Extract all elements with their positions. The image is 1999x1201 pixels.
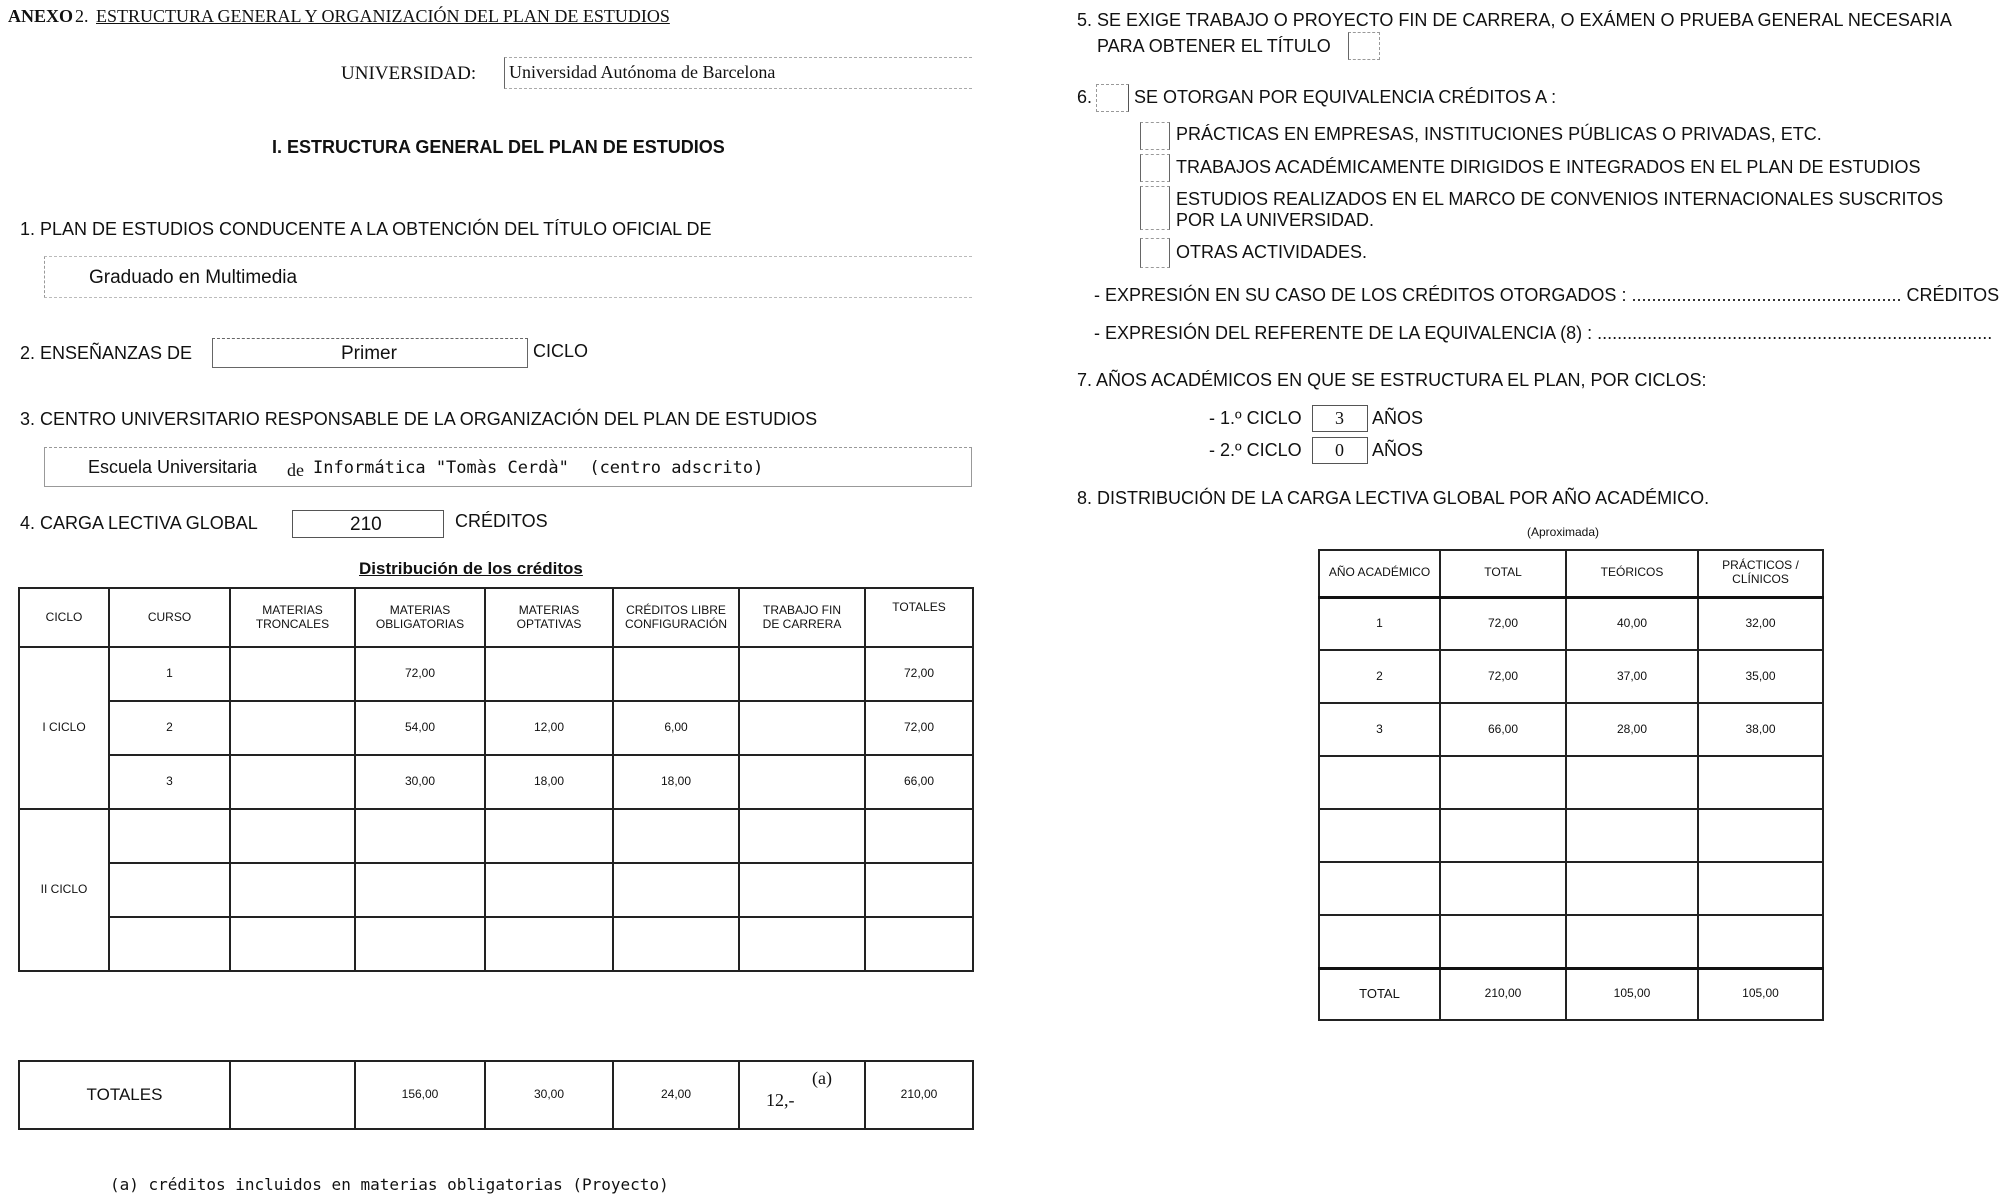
item4-suffix: CRÉDITOS: [455, 511, 548, 531]
year-col-header: AÑO ACADÉMICO: [1319, 550, 1440, 597]
teoricos-cell: 40,00: [1566, 597, 1698, 650]
yearly-load-table: [1318, 549, 1824, 1021]
option-checkbox-trabajos[interactable]: [1140, 154, 1170, 182]
item2-value: Primer: [341, 343, 397, 364]
item3-field: [44, 447, 972, 487]
totals-totales: 210,00: [865, 1061, 973, 1129]
table-row: [1319, 650, 1823, 703]
teoricos-cell: 37,00: [1566, 650, 1698, 703]
option-otras: OTRAS ACTIVIDADES.: [1176, 242, 1368, 262]
optativas-cell: 12,00: [485, 701, 613, 755]
item8-label: 8. DISTRIBUCIÓN DE LA CARGA LECTIVA GLOBAL POR AÑO ACADÉMICO.: [1077, 488, 1710, 508]
teoricos-col-header: TEÓRICOS: [1566, 550, 1698, 597]
table-row: [1319, 703, 1823, 756]
item2-suffix: CICLO: [533, 341, 589, 361]
col-header-optativas: MATERIAS OPTATIVAS: [485, 588, 613, 647]
totals-libre: 24,00: [613, 1061, 739, 1129]
libre-cell: 18,00: [613, 755, 739, 809]
total-total-cell: 210,00: [1440, 968, 1566, 1020]
year-cell: 2: [1319, 650, 1440, 703]
totals-trabajo-note: (a): [812, 1068, 832, 1088]
item5-line2: PARA OBTENER EL TÍTULO: [1097, 36, 1331, 56]
col-header-ciclo: CICLO: [19, 588, 109, 647]
item1-value: Graduado en Multimedia: [89, 267, 298, 288]
total-cell: 66,00: [1440, 703, 1566, 756]
trabajo-cell: [739, 647, 865, 701]
table-row: [19, 863, 973, 917]
item3-value-a: Escuela Universitaria: [88, 457, 258, 477]
totales-cell: 72,00: [865, 647, 973, 701]
curso-cell: 1: [109, 647, 230, 701]
table-row: [19, 647, 973, 701]
obligatorias-cell: 72,00: [355, 647, 485, 701]
item7-ciclo2-label: - 2.º CICLO: [1209, 440, 1302, 460]
item6-expr1: - EXPRESIÓN EN SU CASO DE LOS CRÉDITOS OTORGADOS : ...................................................... CRÉDITOS: [1094, 285, 1999, 305]
footnote: (a) créditos incluidos en materias obligatorias (Proyecto): [110, 1175, 669, 1194]
annex-label: ANEXO: [8, 6, 74, 26]
annex-header: [8, 6, 670, 27]
ciclo2-cell: II CICLO: [19, 809, 109, 971]
table-row: [19, 809, 973, 863]
total-cell: 72,00: [1440, 597, 1566, 650]
practicos-cell: 32,00: [1698, 597, 1823, 650]
item3-label: 3. CENTRO UNIVERSITARIO RESPONSABLE DE LA ORGANIZACIÓN DEL PLAN DE ESTUDIOS: [20, 409, 818, 429]
university-value: Universidad Autónoma de Barcelona: [509, 62, 776, 82]
col-header-trabajo: TRABAJO FIN DE CARRERA: [739, 588, 865, 647]
item7-ciclo1-unit: AÑOS: [1372, 408, 1424, 428]
item3-value-c: Informática "Tomàs Cerdà" (centro adscrito): [313, 458, 764, 478]
total-practicos-cell: 105,00: [1698, 968, 1823, 1020]
table-row: [19, 755, 973, 809]
totals-label: TOTALES: [19, 1061, 230, 1129]
totals-optativas: 30,00: [485, 1061, 613, 1129]
totals-trabajo-cell: [739, 1061, 865, 1129]
item1-field: [44, 256, 972, 298]
annex-number: 2.: [75, 6, 89, 26]
item7-ciclo1-value: 3: [1335, 408, 1344, 428]
trabajo-cell: [739, 701, 865, 755]
practicos-cell: 35,00: [1698, 650, 1823, 703]
option-convenios-line1: ESTUDIOS REALIZADOS EN EL MARCO DE CONVENIOS INTERNACIONALES SUSCRITOS: [1176, 189, 1944, 209]
item5-line1: 5. SE EXIGE TRABAJO O PROYECTO FIN DE CARRERA, O EXÁMEN O PRUEBA GENERAL NECESARIA: [1077, 10, 1952, 30]
obligatorias-cell: 54,00: [355, 701, 485, 755]
year-cell: 3: [1319, 703, 1440, 756]
totals-troncales: [230, 1061, 355, 1129]
totals-trabajo: 12,-: [766, 1090, 795, 1110]
option-checkbox-practicas[interactable]: [1140, 122, 1170, 150]
item4-field: [292, 510, 444, 538]
item5-checkbox[interactable]: [1348, 32, 1380, 60]
item7-ciclo2-field: [1312, 437, 1368, 464]
credits-totals-table: [18, 1060, 974, 1130]
troncales-cell: [230, 647, 355, 701]
libre-cell: 6,00: [613, 701, 739, 755]
optativas-cell: [485, 647, 613, 701]
item8-note: (Aproximada): [1527, 525, 1600, 539]
total-col-header: TOTAL: [1440, 550, 1566, 597]
option-convenios-line2: POR LA UNIVERSIDAD.: [1176, 210, 1375, 230]
table-row: [19, 917, 973, 971]
practicos-col-header: PRÁCTICOS / CLÍNICOS: [1698, 550, 1823, 597]
practicos-cell: 38,00: [1698, 703, 1823, 756]
item7-ciclo2-value: 0: [1335, 440, 1344, 460]
col-header-troncales: MATERIAS TRONCALES: [230, 588, 355, 647]
teoricos-cell: 28,00: [1566, 703, 1698, 756]
item1-label: 1. PLAN DE ESTUDIOS CONDUCENTE A LA OBTENCIÓN DEL TÍTULO OFICIAL DE: [20, 219, 712, 239]
item7-ciclo1-label: - 1.º CICLO: [1209, 408, 1302, 428]
university-label: UNIVERSIDAD:: [341, 63, 477, 84]
item7-ciclo2-unit: AÑOS: [1372, 440, 1424, 460]
col-header-totales: TOTALES: [865, 588, 973, 647]
item3-value-b: de: [287, 460, 304, 480]
col-header-curso: CURSO: [109, 588, 230, 647]
credits-table-title: Distribución de los créditos: [359, 559, 583, 578]
year-cell: 1: [1319, 597, 1440, 650]
credits-table: [18, 587, 974, 972]
libre-cell: [613, 647, 739, 701]
table-row: [1319, 597, 1823, 650]
totals-obligatorias: 156,00: [355, 1061, 485, 1129]
item6-expr2: - EXPRESIÓN DEL REFERENTE DE LA EQUIVALENCIA (8) : ...............................................................................: [1094, 323, 1993, 343]
item6-checkbox[interactable]: [1096, 84, 1129, 112]
troncales-cell: [230, 755, 355, 809]
table-row: [19, 701, 973, 755]
item7-ciclo1-field: [1312, 405, 1368, 432]
table-row: [1319, 968, 1823, 1020]
option-practicas: PRÁCTICAS EN EMPRESAS, INSTITUCIONES PÚBLICAS O PRIVADAS, ETC.: [1176, 124, 1822, 144]
curso-cell: 2: [109, 701, 230, 755]
total-label-cell: TOTAL: [1319, 968, 1440, 1020]
total-teoricos-cell: 105,00: [1566, 968, 1698, 1020]
trabajo-cell: [739, 755, 865, 809]
option-checkbox-convenios[interactable]: [1140, 186, 1170, 230]
item7-label: 7. AÑOS ACADÉMICOS EN QUE SE ESTRUCTURA EL PLAN, POR CICLOS:: [1077, 370, 1707, 390]
item2-field: [212, 338, 528, 368]
university-field: [504, 57, 972, 89]
curso-cell: 3: [109, 755, 230, 809]
col-header-obligatorias: MATERIAS OBLIGATORIAS: [355, 588, 485, 647]
troncales-cell: [230, 701, 355, 755]
item6-label: SE OTORGAN POR EQUIVALENCIA CRÉDITOS A :: [1134, 87, 1557, 107]
obligatorias-cell: 30,00: [355, 755, 485, 809]
option-checkbox-otras[interactable]: [1140, 238, 1170, 268]
totales-cell: 66,00: [865, 755, 973, 809]
totales-cell: 72,00: [865, 701, 973, 755]
ciclo1-cell: I CICLO: [19, 647, 109, 809]
total-cell: 72,00: [1440, 650, 1566, 703]
optativas-cell: 18,00: [485, 755, 613, 809]
item6-number: 6.: [1077, 87, 1093, 107]
item4-label: 4. CARGA LECTIVA GLOBAL: [20, 513, 258, 533]
section-title: I. ESTRUCTURA GENERAL DEL PLAN DE ESTUDIOS: [272, 137, 725, 157]
item4-value: 210: [350, 514, 382, 535]
option-trabajos: TRABAJOS ACADÉMICAMENTE DIRIGIDOS E INTEGRADOS EN EL PLAN DE ESTUDIOS: [1176, 157, 1921, 177]
item2-label: 2. ENSEÑANZAS DE: [20, 343, 193, 363]
annex-title: ESTRUCTURA GENERAL Y ORGANIZACIÓN DEL PLAN DE ESTUDIOS: [96, 6, 670, 26]
col-header-libre: CRÉDITOS LIBRE CONFIGURACIÓN: [613, 588, 739, 647]
